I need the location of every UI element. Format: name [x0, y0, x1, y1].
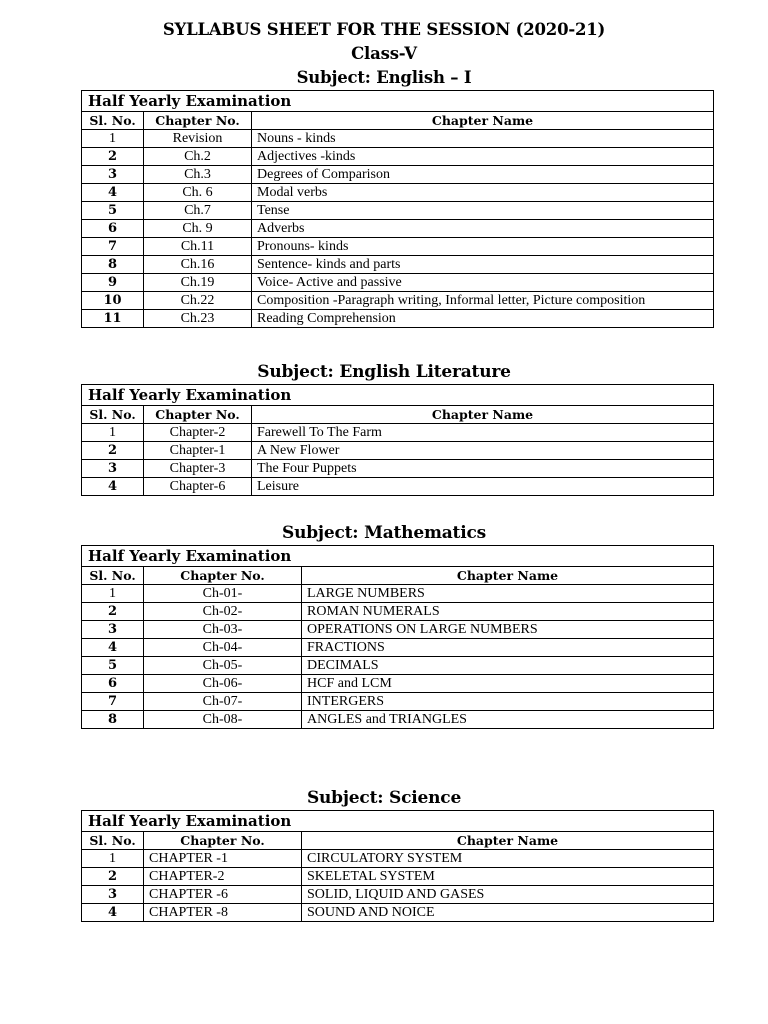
chapter-no-cell: Ch.2 [144, 148, 252, 166]
table-row [82, 238, 714, 256]
sl-no-cell: 7 [82, 238, 144, 256]
table-row [82, 868, 714, 886]
subject-title-english-literature: Subject: English Literature [257, 362, 511, 382]
column-header-sl: Sl. No. [82, 112, 144, 130]
table-row [82, 639, 714, 657]
chapter-name-cell: LARGE NUMBERS [302, 585, 714, 603]
chapter-no-cell: Ch-05- [144, 657, 302, 675]
chapter-no-cell: Ch-02- [144, 603, 302, 621]
chapter-name-cell: Modal verbs [252, 184, 714, 202]
chapter-name-cell: A New Flower [252, 442, 714, 460]
sl-no-cell: 6 [82, 675, 144, 693]
chapter-name-cell: HCF and LCM [302, 675, 714, 693]
table-row [82, 711, 714, 729]
subject-title-english-1: Subject: English – I [296, 68, 472, 87]
table-row [82, 657, 714, 675]
chapter-name-cell: The Four Puppets [252, 460, 714, 478]
column-header-sl: Sl. No. [82, 406, 144, 424]
sl-no-cell: 3 [82, 166, 144, 184]
english-1-table [81, 90, 714, 328]
english-literature-rows [82, 424, 714, 496]
chapter-name-cell: Composition -Paragraph writing, Informal letter, Picture composition [252, 292, 714, 310]
chapter-no-cell: Ch.3 [144, 166, 252, 184]
chapter-name-cell: Leisure [252, 478, 714, 496]
chapter-no-cell: Ch.23 [144, 310, 252, 328]
table-header-row [82, 112, 714, 130]
column-header-chapter-no: Chapter No. [144, 112, 252, 130]
chapter-no-cell: CHAPTER-2 [144, 868, 302, 886]
column-header-chapter-name: Chapter Name [252, 112, 714, 130]
sl-no-cell: 8 [82, 711, 144, 729]
table-row [82, 460, 714, 478]
chapter-no-cell: Ch-08- [144, 711, 302, 729]
chapter-name-cell: FRACTIONS [302, 639, 714, 657]
sl-no-cell: 4 [82, 639, 144, 657]
table-row [82, 184, 714, 202]
sl-no-cell: 11 [82, 310, 144, 328]
document-title: SYLLABUS SHEET FOR THE SESSION (2020-21) [162, 20, 606, 39]
sl-no-cell: 8 [82, 256, 144, 274]
chapter-no-cell: Ch.7 [144, 202, 252, 220]
sl-no-cell: 7 [82, 693, 144, 711]
chapter-no-cell: Ch-04- [144, 639, 302, 657]
english-1-rows [82, 130, 714, 328]
column-header-chapter-name: Chapter Name [252, 406, 714, 424]
table-row [82, 424, 714, 442]
chapter-no-cell: Ch.16 [144, 256, 252, 274]
sl-no-cell: 3 [82, 886, 144, 904]
science-table [81, 810, 714, 922]
exam-label: Half Yearly Examination [82, 385, 714, 406]
sl-no-cell: 10 [82, 292, 144, 310]
table-row [82, 220, 714, 238]
chapter-name-cell: Adverbs [252, 220, 714, 238]
chapter-no-cell: Chapter-6 [144, 478, 252, 496]
sl-no-cell: 3 [82, 460, 144, 478]
table-row [82, 603, 714, 621]
chapter-name-cell: Nouns - kinds [252, 130, 714, 148]
document-header [0, 18, 768, 90]
chapter-name-cell: Voice- Active and passive [252, 274, 714, 292]
column-header-sl: Sl. No. [82, 832, 144, 850]
table-row [82, 850, 714, 868]
column-header-chapter-name: Chapter Name [302, 832, 714, 850]
table-row [82, 478, 714, 496]
sl-no-cell: 1 [82, 130, 144, 148]
chapter-no-cell: Ch-03- [144, 621, 302, 639]
chapter-no-cell: CHAPTER -1 [144, 850, 302, 868]
sl-no-cell: 2 [82, 868, 144, 886]
exam-label: Half Yearly Examination [82, 546, 714, 567]
column-header-chapter-name: Chapter Name [302, 567, 714, 585]
chapter-name-cell: SOUND AND NOICE [302, 904, 714, 922]
chapter-name-cell: ROMAN NUMERALS [302, 603, 714, 621]
chapter-name-cell: Farewell To The Farm [252, 424, 714, 442]
sl-no-cell: 6 [82, 220, 144, 238]
table-header-row [82, 567, 714, 585]
chapter-name-cell: Pronouns- kinds [252, 238, 714, 256]
column-header-chapter-no: Chapter No. [144, 832, 302, 850]
chapter-no-cell: Ch-06- [144, 675, 302, 693]
chapter-no-cell: CHAPTER -8 [144, 904, 302, 922]
table-header-row [82, 832, 714, 850]
table-row [82, 621, 714, 639]
sl-no-cell: 2 [82, 442, 144, 460]
sl-no-cell: 4 [82, 478, 144, 496]
sl-no-cell: 3 [82, 621, 144, 639]
table-row [82, 256, 714, 274]
sl-no-cell: 1 [82, 585, 144, 603]
chapter-name-cell: SKELETAL SYSTEM [302, 868, 714, 886]
chapter-no-cell: Ch. 6 [144, 184, 252, 202]
sl-no-cell: 1 [82, 850, 144, 868]
chapter-name-cell: Reading Comprehension [252, 310, 714, 328]
chapter-name-cell: SOLID, LIQUID AND GASES [302, 886, 714, 904]
sl-no-cell: 4 [82, 184, 144, 202]
table-row [82, 148, 714, 166]
chapter-no-cell: CHAPTER -6 [144, 886, 302, 904]
chapter-name-cell: INTERGERS [302, 693, 714, 711]
column-header-sl: Sl. No. [82, 567, 144, 585]
chapter-no-cell: Chapter-3 [144, 460, 252, 478]
sl-no-cell: 1 [82, 424, 144, 442]
chapter-no-cell: Revision [144, 130, 252, 148]
column-header-chapter-no: Chapter No. [144, 406, 252, 424]
chapter-no-cell: Ch. 9 [144, 220, 252, 238]
chapter-name-cell: ANGLES and TRIANGLES [302, 711, 714, 729]
chapter-no-cell: Ch.19 [144, 274, 252, 292]
sl-no-cell: 5 [82, 657, 144, 675]
table-row [82, 693, 714, 711]
chapter-name-cell: OPERATIONS ON LARGE NUMBERS [302, 621, 714, 639]
science-rows [82, 850, 714, 922]
chapter-name-cell: Tense [252, 202, 714, 220]
chapter-name-cell: Sentence- kinds and parts [252, 256, 714, 274]
table-row [82, 166, 714, 184]
sl-no-cell: 2 [82, 603, 144, 621]
chapter-name-cell: CIRCULATORY SYSTEM [302, 850, 714, 868]
exam-label: Half Yearly Examination [82, 91, 714, 112]
exam-label: Half Yearly Examination [82, 811, 714, 832]
table-row [82, 274, 714, 292]
sl-no-cell: 9 [82, 274, 144, 292]
chapter-name-cell: Degrees of Comparison [252, 166, 714, 184]
chapter-no-cell: Ch-07- [144, 693, 302, 711]
table-row [82, 202, 714, 220]
english-literature-table [81, 384, 714, 496]
table-row [82, 585, 714, 603]
chapter-no-cell: Ch.22 [144, 292, 252, 310]
table-header-row [82, 406, 714, 424]
mathematics-rows [82, 585, 714, 729]
chapter-no-cell: Chapter-1 [144, 442, 252, 460]
table-row [82, 675, 714, 693]
table-row [82, 130, 714, 148]
subject-title-science: Subject: Science [306, 788, 462, 808]
table-row [82, 292, 714, 310]
chapter-no-cell: Ch.11 [144, 238, 252, 256]
sl-no-cell: 4 [82, 904, 144, 922]
sl-no-cell: 5 [82, 202, 144, 220]
chapter-no-cell: Chapter-2 [144, 424, 252, 442]
chapter-name-cell: DECIMALS [302, 657, 714, 675]
chapter-no-cell: Ch-01- [144, 585, 302, 603]
sl-no-cell: 2 [82, 148, 144, 166]
table-row [82, 904, 714, 922]
mathematics-table [81, 545, 714, 729]
column-header-chapter-no: Chapter No. [144, 567, 302, 585]
class-label: Class-V [351, 44, 417, 63]
chapter-name-cell: Adjectives -kinds [252, 148, 714, 166]
table-row [82, 310, 714, 328]
subject-title-mathematics: Subject: Mathematics [282, 523, 486, 543]
table-row [82, 886, 714, 904]
table-row [82, 442, 714, 460]
